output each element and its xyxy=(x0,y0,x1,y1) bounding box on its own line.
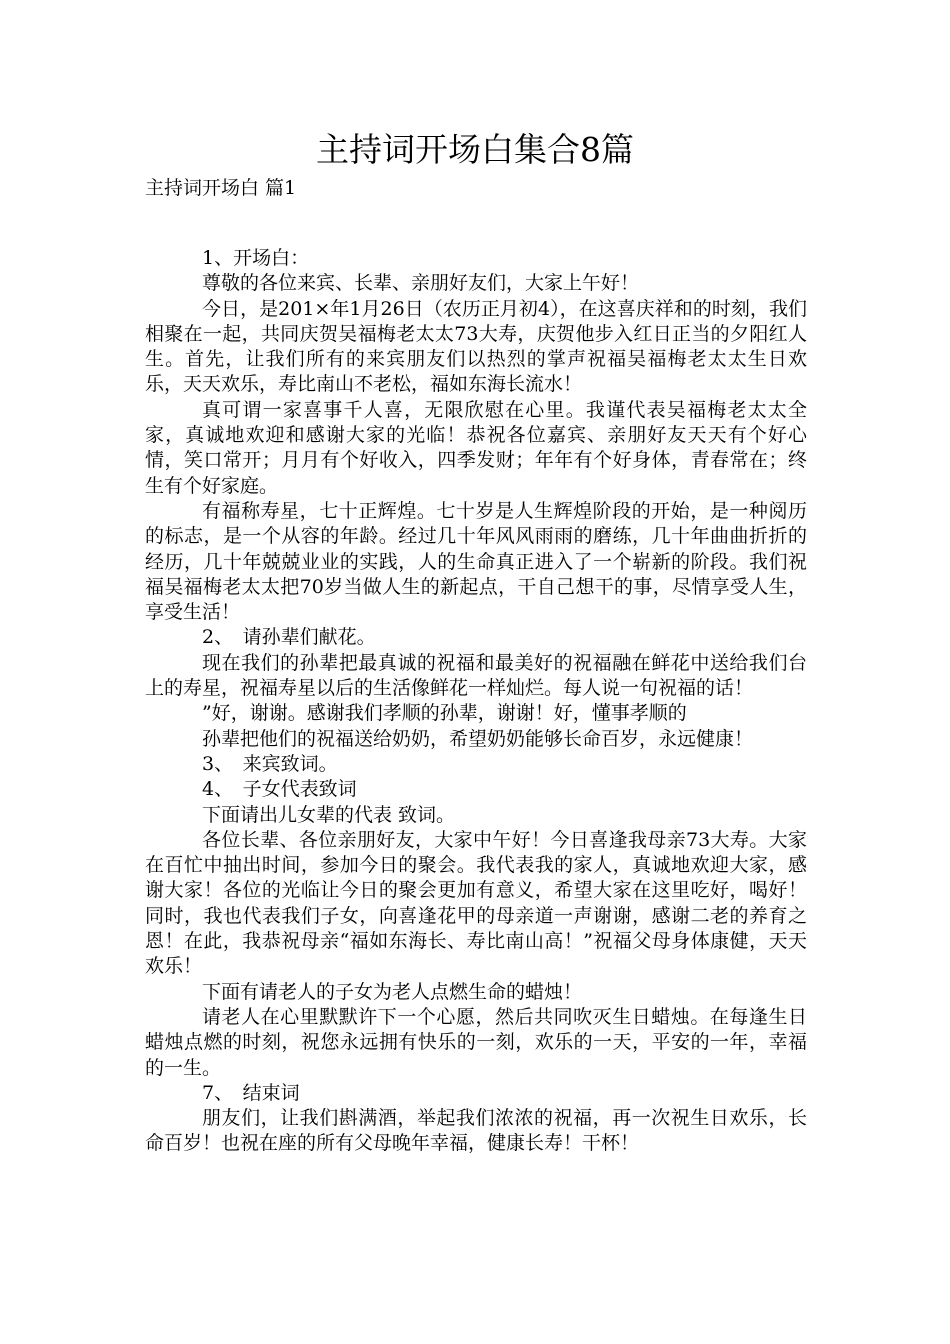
paragraph: 今日，是201×年1月26日（农历正月初4），在这喜庆祥和的时刻，我们相聚在一起，共同庆贺吴福梅老太太73大寿，庆贺他步入红日正当的夕阳红人生。首先，让我们所有的来宾朋友们以热烈的掌声祝福吴福梅老太太生日欢乐，天天欢乐，寿比南山不老松，福如东海长流水！ xyxy=(145,297,807,396)
document-title: 主持词开场白集合8篇 xyxy=(316,130,634,169)
section-heading-guest-speech: 3、 来宾致词。 xyxy=(202,752,338,775)
section-heading-opening: 1、开场白： xyxy=(202,247,310,269)
paragraph: 下面请出儿女辈的代表 致词。 xyxy=(202,803,456,826)
paragraph: 各位长辈、各位亲朋好友，大家中午好！今日喜逢我母亲73大寿。大家在百忙中抽出时间，参加今日的聚会。我代表我的家人，真诚地欢迎大家，感谢大家！各位的光临让今日的聚会更加有意义，希望大家在这里吃好，喝好！同时，我也代表我们子女，向喜逢花甲的母亲道一声谢谢，感谢二老的养育之恩！在此，我恭祝母亲“福如东海长、寿比南山高！”祝福父母身体康健，天天欢乐！ xyxy=(145,828,807,978)
section-heading-children-speech: 4、 子女代表致词 xyxy=(202,778,357,801)
document-subtitle: 主持词开场白 篇1 xyxy=(145,177,297,199)
paragraph: 请老人在心里默默许下一个心愿，然后共同吹灭生日蜡烛。在每逢生日蜡烛点燃的时刻，祝您永远拥有快乐的一刻，欢乐的一天，平安的一年，幸福的一生。 xyxy=(145,1005,807,1079)
paragraph: 下面有请老人的子女为老人点燃生命的蜡烛！ xyxy=(202,980,583,1003)
paragraph: 有福称寿星，七十正辉煌。七十岁是人生辉煌阶段的开始，是一种阅历的标志，是一个从容的年龄。经过几十年风风雨雨的磨练，几十年曲曲折折的经历，几十年兢兢业业的实践，人的生命真正进入了一个崭新的阶段。我们祝福吴福梅老太太把70岁当做人生的新起点，干自己想干的事，尽情享受人生，享受生活！ xyxy=(145,499,807,624)
paragraph: 尊敬的各位来宾、长辈、亲朋好友们，大家上午好！ xyxy=(202,272,640,295)
paragraph: 现在我们的孙辈把最真诚的祝福和最美好的祝福融在鲜花中送给我们台上的寿星，祝福寿星以后的生活像鲜花一样灿烂。每人说一句祝福的话！ xyxy=(145,651,807,700)
section-heading-closing: 7、 结束词 xyxy=(202,1081,300,1104)
document-body xyxy=(145,246,807,1157)
paragraph: 朋友们，让我们斟满酒，举起我们浓浓的祝福，再一次祝生日欢乐，长命百岁！也祝在座的所有父母晚年幸福，健康长寿！干杯！ xyxy=(145,1107,807,1155)
paragraph: 真可谓一家喜事千人喜，无限欣慰在心里。我谨代表吴福梅老太太全家，真诚地欢迎和感谢大家的光临！恭祝各位嘉宾、亲朋好友天天有个好心情，笑口常开；月月有个好收入，四季发财；年年有个好身体，青春常在；终生有个好家庭。 xyxy=(145,398,807,497)
paragraph: ”好，谢谢。感谢我们孝顺的孙辈，谢谢！好，懂事孝顺的 xyxy=(202,702,687,725)
section-heading-flowers: 2、 请孙辈们献花。 xyxy=(202,626,376,649)
paragraph: 孙辈把他们的祝福送给奶奶，希望奶奶能够长命百岁，永远健康！ xyxy=(202,727,754,750)
